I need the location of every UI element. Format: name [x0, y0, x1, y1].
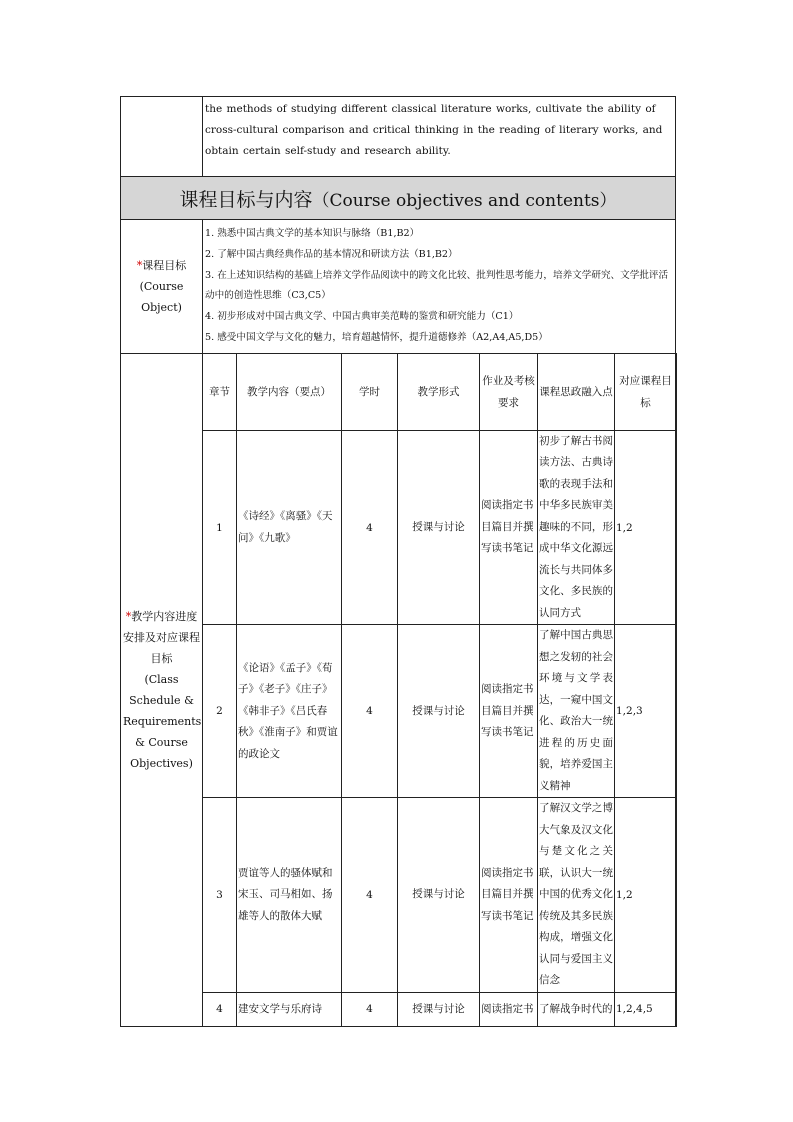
row-chapter: 4 [203, 992, 237, 1026]
objectives-list [203, 220, 676, 354]
row-homework: 阅读指定书目篇目并撰写读书笔记 [480, 430, 538, 625]
table-row [203, 798, 677, 993]
objective-item: 2. 了解中国古典经典作品的基本情况和研读方法（B1,B2） [205, 248, 458, 260]
row-ideology: 初步了解古书阅读方法、古典诗歌的表现手法和中华多民族审美趣味的不同，形成中华文化源远流长与共同体多文化、多民族的认同方式 [538, 430, 615, 625]
section-heading-en: （Course objectives and contents） [312, 190, 617, 211]
row-homework: 阅读指定书目篇目并撰写读书笔记 [480, 798, 538, 993]
intro-text: the methods of studying different classical literature works, cultivate the ability of cross-cultural comparison and critical thinking in the reading of literary works, and obtain certain self-study and research ability. [203, 97, 676, 177]
row-targets: 1,2 [615, 798, 677, 993]
section-heading-cn: 课程目标与内容 [179, 188, 313, 211]
row-content: 建安文学与乐府诗 [237, 992, 342, 1026]
schedule-header-row [203, 353, 677, 430]
header-content: 教学内容（要点） [237, 353, 342, 430]
objective-item: 3. 在上述知识结构的基础上培养文学作品阅读中的跨文化比较、批判性思考能力，培养文学研究、文学批评活动中的创造性思维（C3,C5） [205, 269, 669, 302]
header-ideology: 课程思政融入点 [538, 353, 615, 430]
row-homework: 阅读指定书目篇目并撰写读书笔记 [480, 625, 538, 798]
objectives-label-cn: 课程目标 [142, 258, 187, 272]
section-heading-row [121, 177, 676, 220]
objective-item: 1. 熟悉中国古典文学的基本知识与脉络（B1,B2） [205, 228, 420, 239]
row-targets: 1,2,4,5 [615, 992, 677, 1026]
intro-row [121, 97, 676, 177]
row-hours: 4 [342, 992, 398, 1026]
header-form: 教学形式 [398, 353, 480, 430]
row-homework: 阅读指定书 [480, 992, 538, 1026]
row-targets: 1,2,3 [615, 625, 677, 798]
table-row [203, 625, 677, 798]
section-heading [121, 177, 676, 220]
schedule-table [202, 353, 677, 1027]
table-row [203, 992, 677, 1026]
header-homework: 作业及考核要求 [480, 353, 538, 430]
row-ideology: 了解汉文学之博大气象及汉文化与楚文化之关联，认识大一统中国的优秀文化传统及其多民族构成，增强文化认同与爱国主义信念 [538, 798, 615, 993]
row-ideology: 了解中国古典思想之发轫的社会环境与文学表达，一窥中国文化、政治大一统进程的历史面貌，培养爱国主义精神 [538, 625, 615, 798]
objective-item: 4. 初步形成对中国古典文学、中国古典审美范畴的鉴赏和研究能力（C1） [205, 311, 519, 323]
row-form: 授课与讨论 [398, 430, 480, 625]
row-chapter: 1 [203, 430, 237, 625]
schedule-label [121, 353, 203, 1026]
syllabus-table [120, 96, 676, 1027]
schedule-label-cn: 教学内容进度安排及对应课程目标 [123, 609, 200, 665]
row-form: 授课与讨论 [398, 625, 480, 798]
header-chapter: 章节 [203, 353, 237, 430]
row-content: 《诗经》《离骚》《天问》《九歌》 [237, 430, 342, 625]
row-hours: 4 [342, 798, 398, 993]
objectives-row [121, 220, 676, 354]
row-content: 贾谊等人的骚体赋和宋玉、司马相如、扬雄等人的散体大赋 [237, 798, 342, 993]
schedule-label-en: (Class Schedule & Requirements & Course Objectives) [123, 672, 202, 770]
row-hours: 4 [342, 430, 398, 625]
row-hours: 4 [342, 625, 398, 798]
schedule-row [121, 353, 676, 1026]
header-targets: 对应课程目标 [615, 353, 677, 430]
schedule-table-cell [203, 353, 676, 1026]
row-form: 授课与讨论 [398, 992, 480, 1026]
row-form: 授课与讨论 [398, 798, 480, 993]
intro-empty-label-cell [121, 97, 203, 177]
header-hours: 学时 [342, 353, 398, 430]
row-chapter: 2 [203, 625, 237, 798]
row-chapter: 3 [203, 798, 237, 993]
objectives-label [121, 220, 203, 354]
required-star: * [125, 609, 132, 623]
objectives-label-en: (Course Object) [139, 279, 184, 314]
table-row [203, 430, 677, 625]
required-star: * [136, 258, 143, 272]
row-targets: 1,2 [615, 430, 677, 625]
row-content: 《论语》《孟子》《荀子》《老子》《庄子》《韩非子》《吕氏春秋》《淮南子》和贾谊的政论文 [237, 625, 342, 798]
objective-item: 5. 感受中国文学与文化的魅力，培育超越情怀，提升道德修养（A2,A4,A5,D5） [205, 331, 548, 343]
row-ideology: 了解战争时代的 [538, 992, 615, 1026]
